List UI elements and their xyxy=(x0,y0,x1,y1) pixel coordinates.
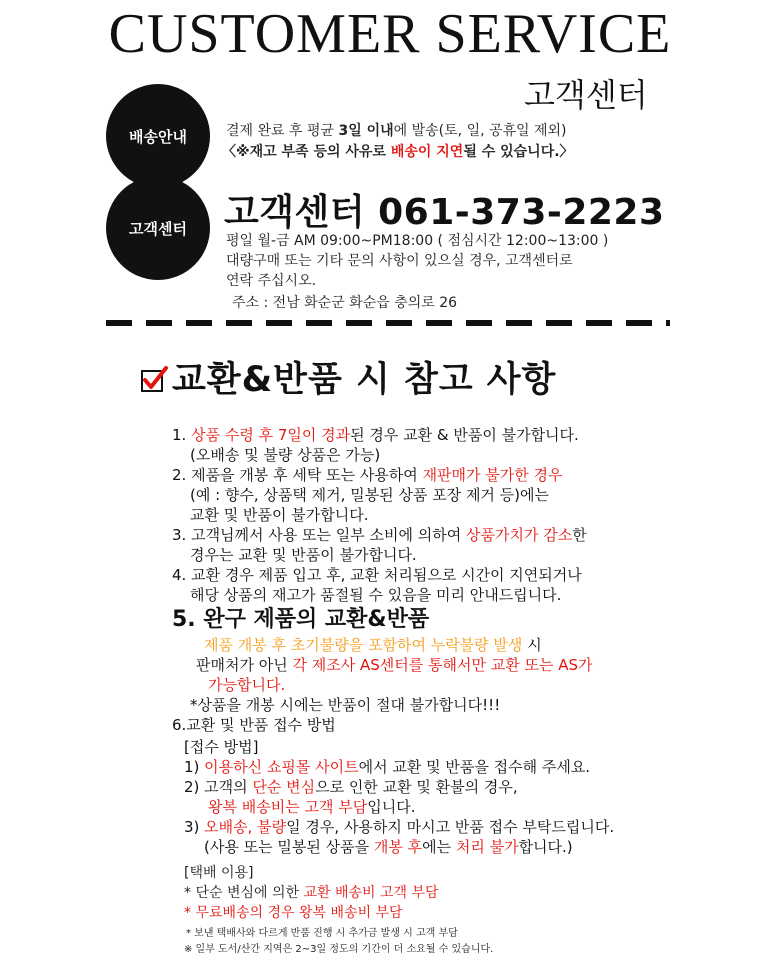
rule-highlight: 각 제조사 AS센터를 통해서만 교환 또는 AS가 xyxy=(292,656,593,674)
rule-text: 1. xyxy=(172,426,192,444)
delivery-delay: 배송이 지연 xyxy=(390,144,464,160)
rule-highlight: 교환 배송비 고객 부담 xyxy=(303,885,439,901)
rule-text: 2. 제품을 개봉 후 세탁 또는 사용하여 xyxy=(172,466,423,484)
center-bulk-2: 연락 주십시오. xyxy=(226,273,317,289)
delivery-days: 3일 이내 xyxy=(338,123,394,139)
rule-highlight-orange: 제품 개봉 후 초기불량을 포함하여 누락불량 발생 xyxy=(204,636,523,654)
rule-5: 5. 완구 제품의 교환&반품 xyxy=(172,607,430,632)
rule-highlight: 단순 변심 xyxy=(252,778,316,796)
rule-text: 에서 교환 및 반품을 접수해 주세요. xyxy=(358,758,591,776)
center-address: 주소 : 전남 화순군 화순읍 충의로 26 xyxy=(232,295,458,311)
courier-line-4: ※ 일부 도서/산간 지역은 2~3일 정도의 기간이 더 소요될 수 있습니다. xyxy=(184,944,494,955)
rule-2 xyxy=(172,464,563,485)
rule-6-step-3 xyxy=(184,816,614,837)
rule-6-step-1 xyxy=(184,756,590,777)
rule-text: 한 xyxy=(572,526,587,544)
rule-highlight: 처리 불가 xyxy=(455,838,519,856)
rule-text: 에는 xyxy=(422,838,456,856)
rule-text: 판매처가 아닌 xyxy=(196,656,293,674)
rule-4: 4. 교환 경우 제품 입고 후, 교환 처리됨으로 시간이 지연되거나 xyxy=(172,566,582,584)
rule-text: 2) 고객의 xyxy=(184,778,253,796)
rule-5-line-3: 가능합니다. xyxy=(208,676,286,694)
rule-6-step-2 xyxy=(184,776,518,797)
center-badge: 고객센터 xyxy=(106,176,210,280)
rule-text: * 단순 변심에 의한 xyxy=(184,885,304,901)
rule-6-step-3-note xyxy=(204,836,573,857)
rule-1 xyxy=(172,424,579,445)
page-title: CUSTOMER SERVICE xyxy=(108,3,672,65)
rule-2-note: (예 : 향수, 상품택 제거, 밀봉된 상품 포장 제거 등)에는 xyxy=(190,486,550,504)
rule-highlight: 상품 수령 후 7일이 경과 xyxy=(191,426,351,444)
delivery-text: 에 발송(토, 일, 공휴일 제외) xyxy=(393,123,567,139)
delivery-text: 될 수 있습니다.〉 xyxy=(463,144,574,160)
rule-6-step-2-note xyxy=(208,796,415,817)
center-hours: 평일 월-금 AM 09:00~PM18:00 ( 점심시간 12:00~13:00 ) xyxy=(226,233,609,249)
center-bulk-1: 대량구매 또는 기타 문의 사항이 있으실 경우, 고객센터로 xyxy=(226,253,573,269)
courier-line-2: * 무료배송의 경우 왕복 배송비 부담 xyxy=(184,905,403,921)
rule-highlight: 개봉 후 xyxy=(373,838,423,856)
rule-text: 3. 고객님께서 사용 또는 일부 소비에 의하여 xyxy=(172,526,467,544)
rule-5-warning: *상품을 개봉 시에는 반품이 절대 불가합니다!!! xyxy=(190,696,501,714)
rule-text: 시 xyxy=(522,636,542,654)
rule-5-line-1 xyxy=(204,634,542,655)
rule-text: 으로 인한 교환 및 환불의 경우, xyxy=(315,778,518,796)
rule-highlight: 왕복 배송비는 고객 부담 xyxy=(208,798,368,816)
rule-3-note: 경우는 교환 및 반품이 불가합니다. xyxy=(190,546,417,564)
rule-highlight: 재판매가 불가한 경우 xyxy=(422,466,563,484)
rule-4-note: 해당 상품의 재고가 품절될 수 있음을 미리 안내드립니다. xyxy=(190,586,562,604)
section-title-text: 교환&반품 시 참고 사항 xyxy=(172,360,557,400)
rule-text: 합니다.) xyxy=(518,838,573,856)
rule-highlight: 상품가치가 감소 xyxy=(466,526,573,544)
rule-text: 일 경우, 사용하지 마시고 반품 접수 부탁드립니다. xyxy=(286,818,615,836)
rule-highlight: 오배송, 불량 xyxy=(204,818,287,836)
rule-text: (사용 또는 밀봉된 상품을 xyxy=(204,838,374,856)
rule-5-line-2 xyxy=(196,654,593,675)
checkbox-check-icon xyxy=(140,365,168,393)
rule-6: 6.교환 및 반품 접수 방법 xyxy=(172,716,336,734)
rule-text: 1) xyxy=(184,758,205,776)
delivery-line-2 xyxy=(222,141,574,161)
delivery-text: 결제 완료 후 평균 xyxy=(226,123,339,139)
courier-line-1 xyxy=(184,882,439,902)
rule-3 xyxy=(172,524,587,545)
section-title xyxy=(140,352,556,402)
rule-1-note: (오배송 및 불량 상품은 가능) xyxy=(190,446,381,464)
rule-2-note-2: 교환 및 반품이 불가합니다. xyxy=(190,506,369,524)
courier-line-3: * 보낸 택배사와 다르게 반품 진행 시 추가금 발생 시 고객 부담 xyxy=(186,928,458,939)
courier-header: [택배 이용] xyxy=(184,865,254,881)
rule-6-header: [접수 방법] xyxy=(184,738,259,756)
center-phone: 고객센터 061-373-2223 xyxy=(224,192,665,233)
rule-text: 3) xyxy=(184,818,205,836)
rule-text: 된 경우 교환 & 반품이 불가합니다. xyxy=(350,426,579,444)
rule-text: 입니다. xyxy=(367,798,416,816)
delivery-text: 〈※재고 부족 등의 사유로 xyxy=(222,144,391,160)
page-subtitle: 고객센터 xyxy=(524,76,648,114)
dashed-divider xyxy=(106,320,670,326)
rule-highlight: 이용하신 쇼핑몰 사이트 xyxy=(204,758,359,776)
delivery-line-1 xyxy=(226,120,567,140)
delivery-badge: 배송안내 xyxy=(106,84,210,188)
